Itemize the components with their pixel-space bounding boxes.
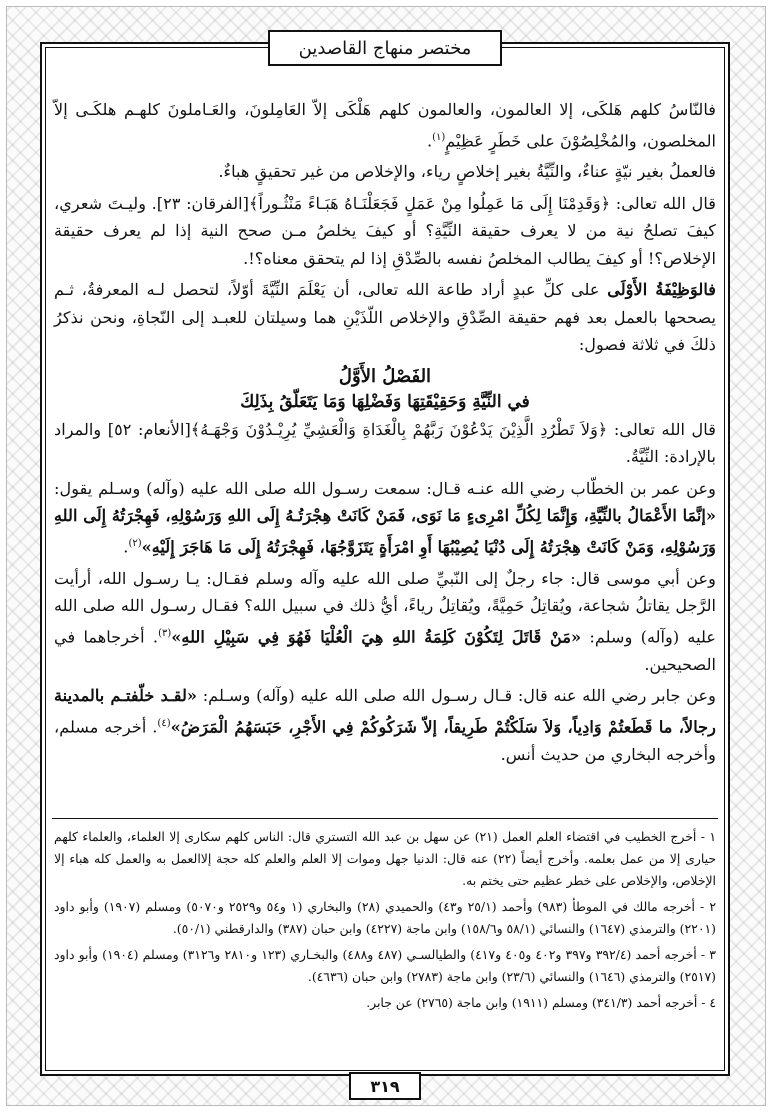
paragraph-text: أخرجاهما في الصحيحين. [54,627,716,674]
paragraph: فالنّاسُ كلهم هَلكَى، إلا العالمون، والعالمون كلهم هَلْكَى إلاّ العَامِلونَ، والعَـاملونَ كلهـم هلكَـى إلاّ المخلصون، والمُخْلِصُوْنَ على خَطَرٍ عَظِيْمٍ$^{(١)}$. [54,100,716,150]
emphasis-lead: فالوَظِيْفَةُ الأَوْلَى [607,280,716,300]
paragraph [54,276,716,359]
paragraph: قال الله تعالى: ﴿وَقَدِمْنَا إِلَى مَا عَمِلُوا مِنْ عَمَلٍ فَجَعَلْنَـاهُ هَبَـاءً مَنْثُـوراً﴾[الفرقان: ٢٣]. وليـتَ شعري، كيفَ تصلحُ نية من لا يعرف حقيقة النِّيَّةِ؟ أو كيفَ يخلصُ مـن صحح النية إذا لم يعرف حقيقة الإخلاص؟! أو كيفَ يطالب المخلصُ نفسه بالصِّدْقِ إذا لم يتحقق معناه؟!. [54,193,716,268]
footnotes [54,826,716,1018]
paragraph: وعن جابر رضي الله عنه قال: قـال رسـول الله صلى الله عليه (وآله) وسـلم: «لقـد خلّفتـم بالمدينة رجالاً، ما قَطَعتُمْ وَادِياً، وَلاَ سَلَكْتُمْ طَرِيقاً، إلاّ شَرَكُوكُمْ فِي الأَجْرِ، حَبَسَهُمُ الْمَرَضُ»$^{(٤)}$. أخرجه مسلم، وأخرجه البخاري من حديث أنس. [54,686,716,764]
page-number [349,1072,421,1100]
paragraph-text: على كلِّ عبدٍ أراد طاعة الله تعالى، أن يَعْلَمَ النِّيَّةَ أوّلاً، لتحصل لـه المعرفةُ، ثـم يصححها بالعمل بعد فهم حقيقة الصِّدْقِ والإخلاص اللّذَيْنِ هما وسيلتان للعبـد إلى النّجاةِ، ونحن نذكرُ ذلكَ في ثلاثة فصول: [54,280,716,355]
paragraph: وعن عمر بن الخطّاب رضي الله عنـه قـال: سمعت رسـول الله صلى الله عليه (وآله) وسـلم يقول: «إنَّمَا الأَعْمَالُ بالنِّيَّةِ، وَإِنَّمَا لِكُلِّ امْرِىءٍ مَا نَوَى، فَمَنْ كَانَتْ هِجْرَتُـهُ إِلَى اللهِ وَرَسُوْلِهِ، فَهِجْرَتُهُ إِلَى اللهِ وَرَسُوْلِهِ، وَمَنْ كَانَتْ هِجْرَتُهُ إِلَى دُنْيَا يُصِيْبُهَا أَوِ امْرَأَةٍ يَتَزَوَّجُهَا، فَهِجْرَتُهُ إِلَى مَا هَاجَرَ إِلَيْهِ»$^{(٢)}$. [54,478,716,557]
header-title: مختصر منهاج القاصدين [298,37,472,59]
hadith-text: «مَنْ قَاتَلَ لِتَكُوْنَ كَلِمَةُ اللهِ هِيَ الْعُلْيَا فَهُوَ فِي سَبِيْلِ اللهِ» [171,627,582,647]
paragraph-text: وعن أبي موسى قال: جاء رجلٌ إلى النّبيِّ صلى الله عليه وآله وسلم فقـال: يـا رسـول الله، أرأيت الرَّجل يقاتلُ شجاعة، ويُقاتِلُ حَمِيَّةً، ويُقاتِلُ رياءً، أيُّ ذلك في سبيل الله؟ فقـال رسـول الله صلى الله عليه (وآله) وسلم: [54,568,717,647]
paragraph-text: فالنّاسُ كلهم هَلكَى، إلا العالمون، والعالمون كلهم هَلْكَى إلاّ العَامِلونَ، والعَـاملونَ كلهـم هلكَـى إلاّ المخلصون، والمُخْلِصُوْنَ على خَطَرٍ عَظِيْمٍ [54,100,716,150]
paragraph-text: وعن عمر بن الخطّاب رضي الله عنـه قـال: سمعت رسـول الله صلى الله عليه (وآله) وسـلم يقول: [54,478,716,498]
footnote: ٢ - أخرجه مالك في الموطأ (٩٨٣) وأحمد (٢٥/١ و٤٣) والحميدي (٢٨) والبخاري (١ و٥٤ و٢٥٢٩ و٥٠٧٠) ومسلم (١٩٠٧) وأبو داود (٢٢٠١) والترمذي (١٦٤٧) والنسائي (٥٨/١ و١٥٨/٦) وابن ماجة (٤٢٢٧) وابن حبان (٣٨٧) والدارقطني (٥٠/١). [54,899,716,936]
paragraph-text: وعن جابر رضي الله عنه قال: قـال رسـول الله صلى الله عليه (وآله) وسـلم: [197,686,716,706]
page-number-text: ٣١٩ [370,1076,400,1096]
footnote-marker: (١) [432,131,446,143]
footnote-separator [52,818,718,819]
paragraph-text: أخرجه مسلم، وأخرجه البخاري من حديث أنس. [54,717,716,764]
paragraph: قال الله تعالى: ﴿وَلاَ تَطْرُدِ الَّذِيْنَ يَدْعُوْنَ رَبَّهُمْ بِالْغَدَاةِ وَالْعَشِيِّ يُرِيْـدُوْنَ وَجْهَـهُ﴾[الأنعام: ٥٢] والمراد بالإرادة: النِّيَّةُ. [54,419,716,467]
footnote: ١ - أخرج الخطيب في اقتضاء العلم العمل (٢١) عن سهل بن عبد الله التستري قال: الناس كلهم سكارى إلا العلماء، والعلماء كلهم حيارى إلا من عمل بعلمه. وأخرج أيضاً (٢٢) عنه قال: الدنيا جهل وموات إلا العلم والعلم كله حجة إلاالعمل به والعمل كله هباء إلا الإخلاص، والإخلاص على خطر عظيم حتى يختم به. [54,829,716,888]
footnote-marker: (٤) [157,717,171,729]
footnote-marker: (٢) [128,537,142,549]
paragraph: وعن أبي موسى قال: جاء رجلٌ إلى النّبيِّ صلى الله عليه وآله وسلم فقـال: يـا رسـول الله، أرأيت الرَّجل يقاتلُ شجاعة، ويُقاتِلُ حَمِيَّةً، ويُقاتِلُ رياءً، أيُّ ذلك في سبيل الله؟ فقـال رسـول الله صلى الله عليه (وآله) وسلم: «مَنْ قَاتَلَ لِتَكُوْنَ كَلِمَةُ اللهِ هِيَ الْعُلْيَا فَهُوَ فِي سَبِيْلِ اللهِ»$^{(٣)}$. أخرجاهما في الصحيحين. [54,568,717,674]
running-header [268,30,502,66]
section-title: الفَصْلُ الأَوَّلُ [338,365,432,387]
footnote: ٤ - أخرجه أحمد (٣٤١/٣) ومسلم (١٩١١) وابن ماجة (٢٧٦٥) عن جابر. [366,995,716,1010]
hadith-text: «لقـد خلّفتـم بالمدينة رجالاً، ما قَطَعتُمْ وَادِياً، وَلاَ سَلَكْتُمْ طَرِيقاً، إلاّ شَرَكُوكُمْ فِي الأَجْرِ، حَبَسَهُمُ الْمَرَضُ» [54,686,716,737]
footnote-marker: (٣) [158,627,172,639]
section-subtitle: في النِّيَّةِ وَحَقِيْقَتِهَا وَفَضْلِهَا وَمَا يَتَعَلّقُ بِذَلِكَ [240,391,530,412]
main-text [54,96,716,772]
paragraph: فالعملُ بغير نيّةٍ عناءٌ، والنِّيَّةُ بغير إخلاصٍ رياء، والإخلاص من غير تحقيقٍ هباءٌ. [218,162,716,182]
hadith-text: «إنَّمَا الأَعْمَالُ بالنِّيَّةِ، وَإِنَّمَا لِكُلِّ امْرِىءٍ مَا نَوَى، فَمَنْ كَانَتْ هِجْرَتُـهُ إِلَى اللهِ وَرَسُوْلِهِ، فَهِجْرَتُهُ إِلَى اللهِ وَرَسُوْلِهِ، وَمَنْ كَانَتْ هِجْرَتُهُ إِلَى دُنْيَا يُصِيْبُهَا أَوِ امْرَأَةٍ يَتَزَوَّجُهَا، فَهِجْرَتُهُ إِلَى مَا هَاجَرَ إِلَيْهِ» [54,506,716,557]
footnote: ٣ - أخرجه أحمد (٣٩٢/٤ و٣٩٧ و٤٠٢ و٤٠٥ و٤١٧) والطيالسـي (٤٨٧ و٤٨٨) والبخـاري (١٢٣ و٢٨١٠ و٣١٢٦) ومسلم (١٩٠٤) وأبو داود (٢٥١٧) والترمذي (١٦٤٦) والنسائي (٢٣/٦) وابن ماجة (٢٧٨٣) وابن حبان (٤٦٣٦). [54,947,716,984]
